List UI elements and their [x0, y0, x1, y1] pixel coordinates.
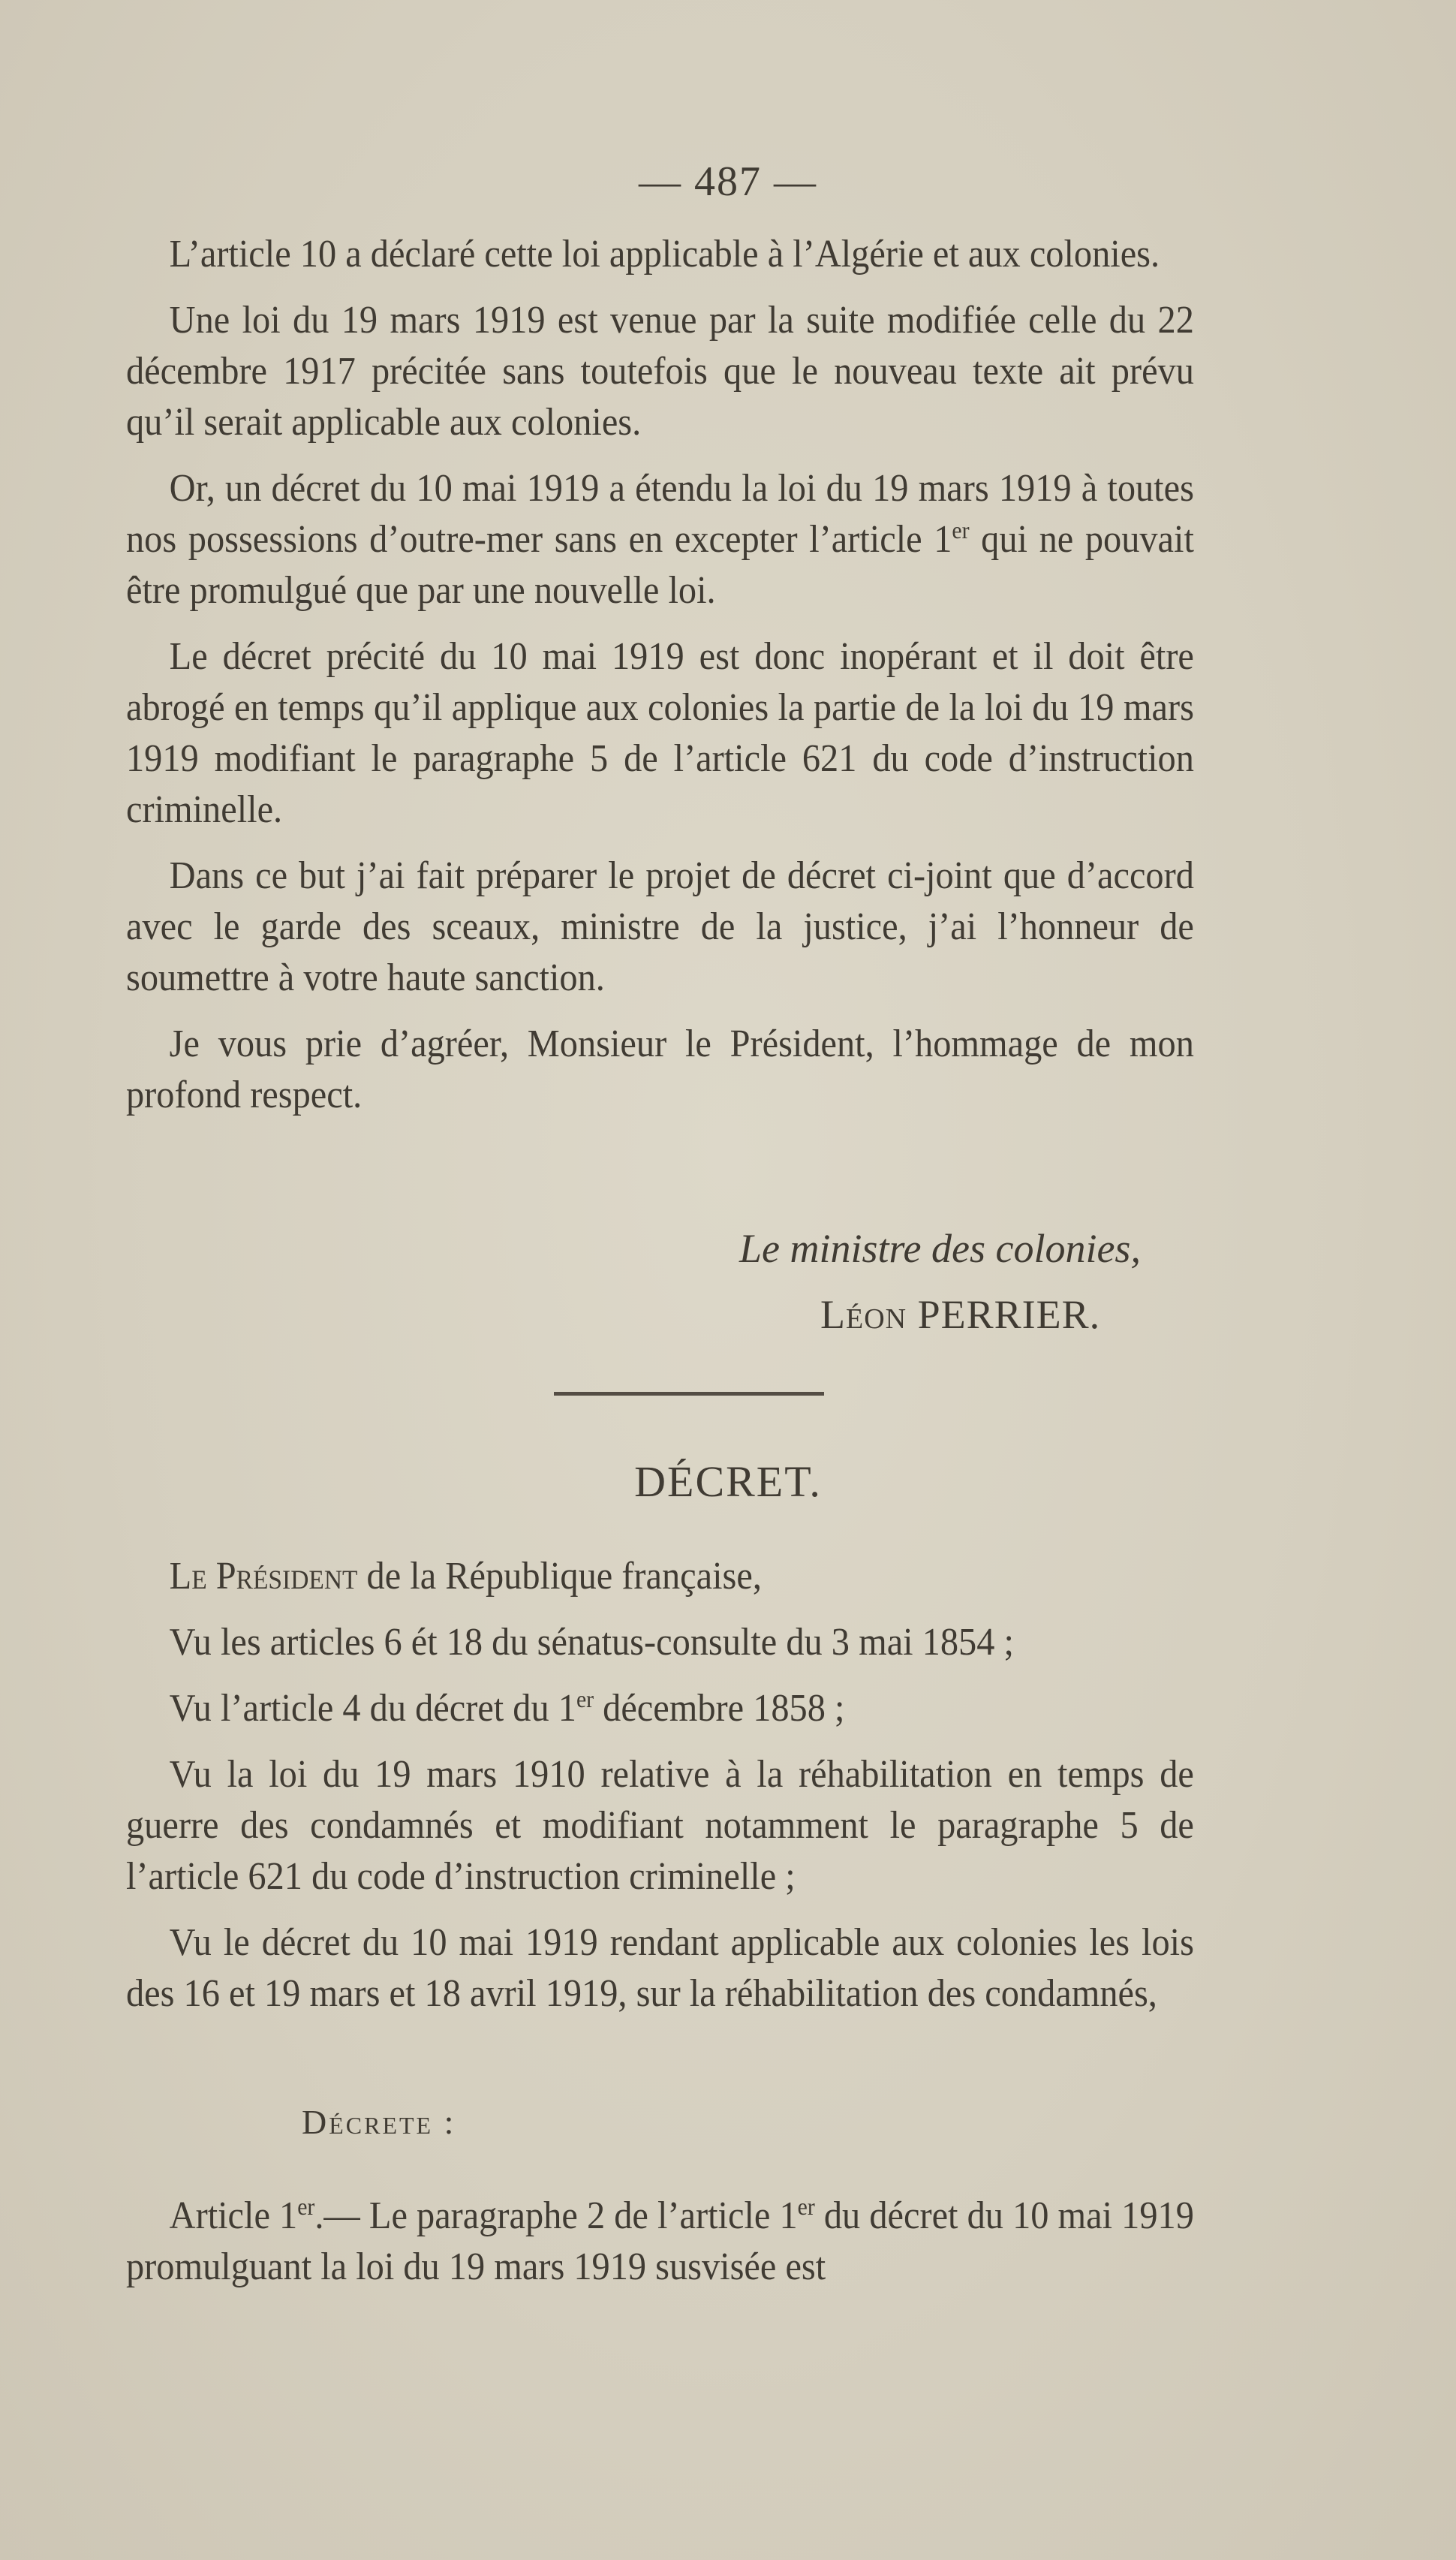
- president-rest: de la République française,: [357, 1555, 762, 1598]
- report-body: [126, 229, 1194, 1121]
- vu-decret-1858: [126, 1683, 1194, 1734]
- article-1-end: du décret du 10 mai 1919 promulguant la loi du 19 mars 1919 susvisée est: [126, 2194, 1194, 2288]
- paragraph-article-10: L’article 10 a déclaré cette loi applicable à l’Algérie et aux colonies.: [169, 233, 1160, 276]
- signature-role: Le ministre des colonies,: [739, 1226, 1141, 1271]
- decree-title: DÉCRET.: [634, 1457, 822, 1506]
- vu-decret-1858-text: Vu l’article 4 du décret du 1: [169, 1687, 576, 1730]
- article-section: [126, 2191, 1194, 2293]
- article-1-lead: Article 1: [169, 2194, 298, 2237]
- president-lead: Le Président: [169, 1555, 358, 1598]
- paragraph-decret-10-mai: [126, 463, 1194, 616]
- page-number: — 487 —: [639, 158, 817, 205]
- superscript-er: er: [797, 2193, 815, 2220]
- superscript-er: er: [952, 517, 970, 544]
- decree-preamble: [126, 1551, 1194, 2019]
- paragraph-inoperant: Le décret précité du 10 mai 1919 est donc inopérant et il doit être abrogé en temps qu’il applique aux colonies la partie de la loi du 19 mars 1919 modifiant le paragraphe 5 de l’article 621 du code d’instruction criminelle.: [126, 635, 1194, 831]
- superscript-er: er: [576, 1685, 594, 1712]
- paragraph-or-text: Or, un décret du 10 mai 1919 a étendu la loi du 19 mars 1919 à toutes nos possessions d’outre-mer sans en excepter l’article 1: [126, 467, 1194, 561]
- vu-decret-1919: Vu le décret du 10 mai 1919 rendant applicable aux colonies les lois des 16 et 19 mars et 18 avril 1919, sur la réhabilitation des condamnés,: [126, 1921, 1194, 2015]
- vu-senatus-consulte: Vu les articles 6 ét 18 du sénatus-consulte du 3 mai 1854 ;: [169, 1621, 1014, 1664]
- superscript-er: er: [297, 2193, 315, 2220]
- vu-loi-1910: Vu la loi du 19 mars 1910 relative à la réhabilitation en temps de guerre des condamnés et modifiant notamment le paragraphe 5 de l’article 621 du code d’instruction criminelle ;: [126, 1753, 1194, 1898]
- article-1-middle: .— Le paragraphe 2 de l’article 1: [314, 2194, 798, 2237]
- president-line: [126, 1551, 1194, 1602]
- decrete-label: Décrete :: [302, 2103, 456, 2141]
- section-divider: [554, 1392, 824, 1396]
- signature-name: Léon PERRIER.: [820, 1292, 1101, 1337]
- paragraph-loi-19-mars: Une loi du 19 mars 1919 est venue par la suite modifiée celle du 22 décembre 1917 précitée sans toutefois que le nouveau texte ait prévu qu’il serait applicable aux colonies.: [126, 299, 1194, 444]
- paragraph-or-text-end: qui ne pouvait être promulgué que par une nouvelle loi.: [126, 518, 1194, 612]
- vu-decret-1858-text-end: décembre 1858 ;: [594, 1687, 845, 1730]
- article-1: [126, 2191, 1194, 2293]
- paragraph-salutation: Je vous prie d’agréer, Monsieur le Président, l’hommage de mon profond respect.: [126, 1022, 1194, 1116]
- paragraph-projet-decret: Dans ce but j’ai fait préparer le projet de décret ci-joint que d’accord avec le garde des sceaux, ministre de la justice, j’ai l’honneur de soumettre à votre haute sanction.: [126, 854, 1194, 999]
